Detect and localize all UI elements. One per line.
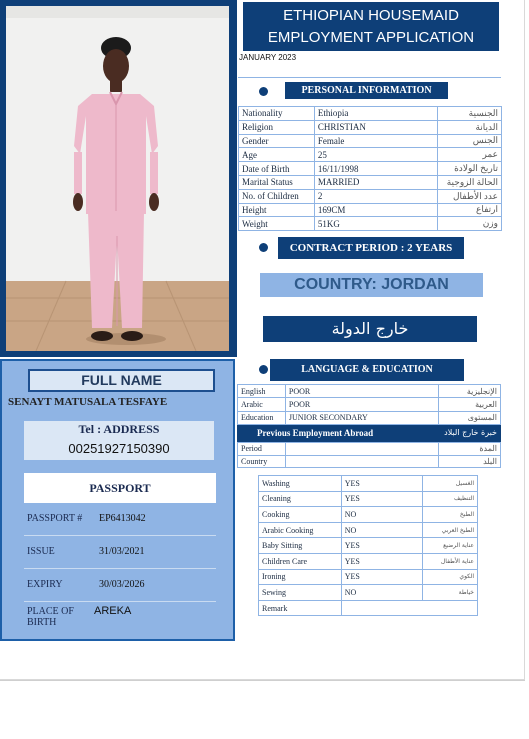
language-row-label: Arabic [238, 398, 286, 411]
personal-row-value: 25 [314, 148, 437, 162]
skill-row-arabic: الطبخ [423, 507, 478, 523]
header-rule [238, 77, 501, 78]
application-date: JANUARY 2023 [239, 53, 297, 62]
skill-row-arabic: عناية الرضيع [423, 538, 478, 554]
abroad-row-value [285, 455, 438, 468]
personal-row-label: Religion [239, 120, 315, 134]
previous-employment-heading [237, 425, 501, 442]
passport-issue-row [24, 536, 216, 568]
language-row-arabic: المستوى [439, 411, 501, 424]
personal-row-label: Age [239, 148, 315, 162]
abroad-row-arabic: المدة [439, 443, 501, 456]
country-arabic-label: خارج الدولة [263, 316, 477, 342]
skill-row-value: YES [341, 538, 422, 554]
personal-row-arabic: الديانة [438, 120, 502, 134]
language-row-label: Education [238, 411, 286, 424]
skill-row-arabic: الطبخ العربي [423, 522, 478, 538]
skill-row-label: Arabic Cooking [259, 522, 342, 538]
photo-frame [0, 0, 237, 357]
skills-table [258, 475, 478, 616]
passport-expiry-value: 30/03/2026 [99, 579, 145, 590]
personal-row [239, 162, 502, 176]
skill-row-label: Baby Sitting [259, 538, 342, 554]
remark-value [341, 600, 477, 616]
personal-row-label: Height [239, 203, 315, 217]
place-of-birth-value: AREKA [94, 605, 132, 617]
personal-row [239, 189, 502, 203]
applicant-info-panel [0, 359, 235, 641]
skill-row-arabic: عناية الأطفال [423, 553, 478, 569]
passport-issue-value: 31/03/2021 [99, 546, 145, 557]
passport-number-value: EP6413042 [99, 513, 146, 524]
applicant-photo-drawing [6, 6, 229, 351]
language-row [238, 411, 501, 424]
personal-row-arabic: الجنس [438, 134, 502, 148]
abroad-row-label: Country [238, 455, 286, 468]
full-name-label: FULL NAME [28, 369, 215, 392]
remark-label: Remark [259, 600, 342, 616]
skill-row-label: Children Care [259, 553, 342, 569]
language-row [238, 398, 501, 411]
remark-row [259, 600, 478, 616]
abroad-row [238, 455, 501, 468]
personal-row-arabic: الجنسية [438, 107, 502, 121]
personal-row-value: 169CM [314, 203, 437, 217]
language-row-label: English [238, 385, 286, 398]
skill-row-label: Washing [259, 476, 342, 492]
passport-expiry-row [24, 569, 216, 601]
language-row-arabic: الإنجليزية [439, 385, 501, 398]
language-education-heading: LANGUAGE & EDUCATION [270, 359, 464, 381]
title-line-2: EMPLOYMENT APPLICATION [267, 29, 475, 46]
personal-row-value: 16/11/1998 [314, 162, 437, 176]
skill-row-label: Sewing [259, 585, 342, 601]
language-row-value: JUNIOR SECONDARY [285, 411, 438, 424]
application-title [243, 2, 499, 51]
previous-employment-title-arabic: خبرة خارج البلاد [444, 428, 497, 437]
place-of-birth-label: PLACE OF BIRTH [27, 606, 74, 628]
skill-row-arabic: خياطة [423, 585, 478, 601]
language-row [238, 385, 501, 398]
personal-info-heading: PERSONAL INFORMATION [285, 82, 448, 99]
previous-employment-table [237, 442, 501, 468]
personal-row-value: Female [314, 134, 437, 148]
skill-row-label: Cleaning [259, 491, 342, 507]
personal-row-arabic: الحالة الزوجية [438, 175, 502, 189]
personal-row [239, 107, 502, 121]
skill-row [259, 553, 478, 569]
personal-row-arabic: عمر [438, 148, 502, 162]
personal-row [239, 134, 502, 148]
personal-row-arabic: وزن [438, 217, 502, 231]
passport-title: PASSPORT [24, 473, 216, 503]
personal-row [239, 120, 502, 134]
passport-number-label: PASSPORT # [27, 513, 83, 524]
skill-row-value: YES [341, 569, 422, 585]
bullet-icon [259, 243, 268, 252]
place-of-birth-row [24, 602, 216, 635]
skill-row-value: NO [341, 507, 422, 523]
tel-address-label: Tel : ADDRESS [24, 421, 214, 438]
personal-row-value: MARRIED [314, 175, 437, 189]
skill-row-value: NO [341, 522, 422, 538]
skill-row [259, 585, 478, 601]
skill-row [259, 476, 478, 492]
personal-row-value: CHRISTIAN [314, 120, 437, 134]
bullet-icon [259, 87, 268, 96]
bullet-icon [259, 365, 268, 374]
skill-row-arabic: التنظيف [423, 491, 478, 507]
personal-info-table [238, 106, 502, 231]
full-name-value: SENAYT MATUSALA TESFAYE [8, 396, 168, 408]
personal-row-label: Weight [239, 217, 315, 231]
previous-employment-title: Previous Employment Abroad [257, 428, 374, 438]
country-label: COUNTRY: JORDAN [260, 273, 483, 297]
language-row-value: POOR [285, 385, 438, 398]
personal-row [239, 217, 502, 231]
personal-row-label: Marital Status [239, 175, 315, 189]
skill-row-label: Cooking [259, 507, 342, 523]
abroad-row [238, 443, 501, 456]
abroad-row-arabic: البلد [439, 455, 501, 468]
personal-row-label: Date of Birth [239, 162, 315, 176]
skill-row [259, 522, 478, 538]
skill-row [259, 507, 478, 523]
personal-row-label: Gender [239, 134, 315, 148]
personal-row [239, 203, 502, 217]
personal-row-value: Ethiopia [314, 107, 437, 121]
skill-row-label: Ironing [259, 569, 342, 585]
personal-row-value: 51KG [314, 217, 437, 231]
personal-row-label: No. of Children [239, 189, 315, 203]
language-row-arabic: العربية [439, 398, 501, 411]
skill-row-value: YES [341, 553, 422, 569]
passport-issue-label: ISSUE [27, 546, 55, 557]
skill-row [259, 569, 478, 585]
skill-row-arabic: الغسيل [423, 476, 478, 492]
skill-row [259, 491, 478, 507]
page-bottom-line [0, 680, 525, 681]
tel-value: 00251927150390 [24, 438, 214, 460]
passport-expiry-label: EXPIRY [27, 579, 63, 590]
title-line-1: ETHIOPIAN HOUSEMAID [283, 7, 459, 24]
abroad-row-label: Period [238, 443, 286, 456]
passport-number-row [24, 503, 216, 535]
personal-row [239, 148, 502, 162]
skill-row-value: YES [341, 491, 422, 507]
personal-row [239, 175, 502, 189]
applicant-photo [6, 6, 229, 351]
contract-period-heading: CONTRACT PERIOD : 2 YEARS [278, 237, 464, 259]
personal-row-label: Nationality [239, 107, 315, 121]
language-row-value: POOR [285, 398, 438, 411]
skill-row-value: YES [341, 476, 422, 492]
personal-row-value: 2 [314, 189, 437, 203]
skill-row-arabic: الكوي [423, 569, 478, 585]
personal-row-arabic: ارتفاع [438, 203, 502, 217]
skill-row [259, 538, 478, 554]
personal-row-arabic: تاريخ الولادة [438, 162, 502, 176]
language-table [237, 384, 501, 425]
abroad-row-value [285, 443, 438, 456]
personal-row-arabic: عدد الأطفال [438, 189, 502, 203]
skill-row-value: NO [341, 585, 422, 601]
